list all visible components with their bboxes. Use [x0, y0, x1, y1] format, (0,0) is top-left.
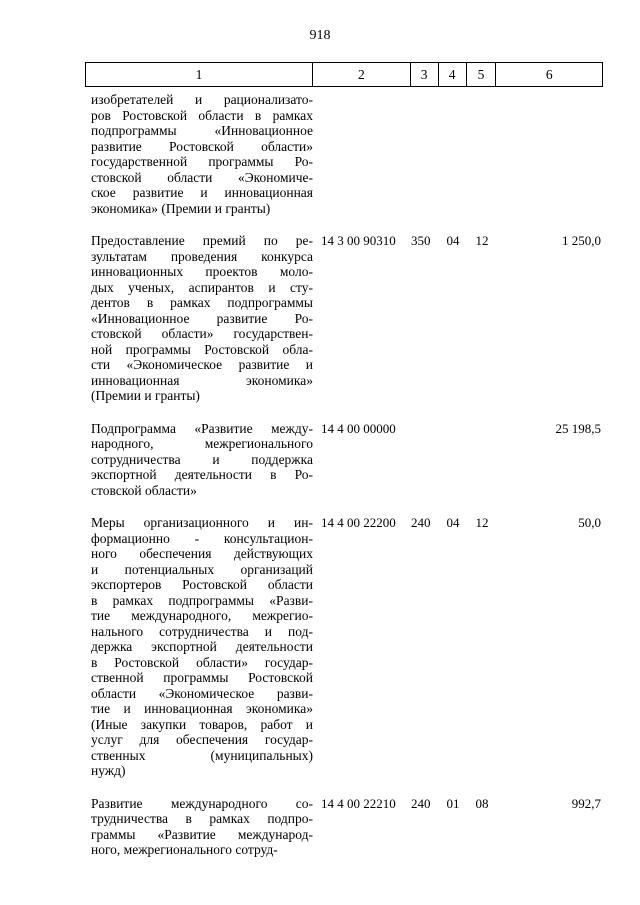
description-line: нужд): [91, 763, 126, 778]
row-expense-type: 240: [411, 515, 431, 530]
description-line: изобретателей и рационализато-: [91, 92, 313, 107]
description-line: дентов в рамках подпрограммы: [91, 295, 313, 310]
description-line: ственной программы Ростовской: [91, 670, 313, 685]
description-line: инновационных проектов моло-: [91, 264, 313, 279]
header-col-5: 5: [467, 63, 497, 86]
row-target-article: [313, 92, 411, 216]
row-gap: [85, 216, 603, 233]
description-line: и потенциальных организаций: [91, 561, 313, 577]
description-line: области «Экономическое разви-: [91, 685, 313, 701]
description-line: тие и инновационная экономика»: [91, 701, 313, 716]
row-description: [85, 515, 313, 779]
header-col-2: 2: [313, 63, 411, 86]
description-line: Меры организационного и ин-: [91, 515, 313, 530]
header-col-6: 6: [545, 66, 553, 82]
description-line: в рамках подпрограммы «Разви-: [91, 592, 313, 608]
header-col-1: 1: [86, 63, 313, 86]
row-section: [439, 421, 467, 499]
row-amount: 25 198,5: [555, 420, 601, 436]
header-col-4: 4: [439, 63, 467, 86]
description-line: тие международного, межрегио-: [91, 608, 313, 623]
row-subsection: [467, 92, 497, 216]
row-section: 04: [446, 233, 460, 248]
row-target-article: 14 3 00 90310: [321, 233, 396, 248]
description-line: ного обеспечения действующих: [91, 546, 313, 561]
page-number: 918: [309, 28, 331, 43]
description-line: трудничества в рамках подпро-: [91, 811, 313, 826]
description-line: ного, межрегионального сотруд-: [91, 842, 278, 857]
row-subsection: 12: [475, 515, 489, 530]
row-expense-type: [411, 421, 439, 499]
row-amount: [497, 92, 603, 216]
description-line: развитие Ростовской области»: [91, 138, 313, 154]
description-line: экспортеров Ростовской области: [91, 577, 313, 592]
description-line: (Иные закупки товаров, работ и: [91, 716, 313, 732]
table-body: [85, 92, 603, 858]
row-gap: [85, 498, 603, 515]
row-description: [85, 92, 313, 216]
row-amount: 50,0: [578, 515, 601, 530]
row-gap: [85, 404, 603, 421]
row-target-article: 14 4 00 00000: [321, 420, 396, 436]
header-col-3: 3: [411, 63, 439, 86]
row-description: [85, 796, 313, 858]
row-amount: 1 250,0: [562, 233, 601, 248]
row-amount: 992,7: [571, 795, 601, 811]
description-line: сотрудничества и поддержка: [91, 451, 313, 467]
row-section: 01: [446, 795, 460, 811]
row-description: [85, 233, 313, 404]
description-line: стовской области «Экономиче-: [91, 169, 313, 185]
table-row: [85, 92, 603, 216]
row-gap: [85, 779, 603, 796]
description-line: (Премии и гранты): [91, 388, 200, 403]
row-target-article: 14 4 00 22200: [321, 515, 396, 530]
description-line: народного, межрегионального: [91, 436, 313, 451]
row-subsection: 08: [475, 795, 489, 811]
row-expense-type: 240: [411, 795, 431, 811]
description-line: государственной программы Ро-: [91, 154, 313, 169]
table-row: [85, 233, 603, 404]
description-line: ственных (муниципальных): [91, 747, 313, 763]
row-subsection: [467, 421, 497, 499]
table-row: [85, 421, 603, 499]
description-line: держка экспортной деятельности: [91, 639, 313, 654]
table-header: [85, 62, 603, 87]
description-line: инновационная экономика»: [91, 372, 313, 388]
description-line: формационно - консультацион-: [91, 530, 313, 546]
description-line: нального сотрудничества и под-: [91, 623, 313, 639]
row-section: [439, 92, 467, 216]
table-row: [85, 796, 603, 858]
description-line: Развитие международного со-: [91, 795, 313, 811]
description-line: ров Ростовской области в рамках: [91, 107, 313, 123]
description-line: дых ученых, аспирантов и сту-: [91, 279, 313, 295]
description-line: стовской области» государствен-: [91, 326, 313, 341]
description-line: граммы «Развитие международ-: [91, 826, 313, 842]
description-line: в Ростовской области» государ-: [91, 654, 313, 670]
description-line: «Инновационное развитие Ро-: [91, 310, 313, 326]
description-line: Подпрограмма «Развитие между-: [91, 420, 313, 436]
description-line: сти «Экономическое развитие и: [91, 357, 313, 372]
description-line: подпрограммы «Инновационное: [91, 123, 313, 138]
description-line: экспортной деятельности в Ро-: [91, 467, 313, 482]
description-line: стовской области»: [91, 482, 197, 498]
description-line: услуг для обеспечения государ-: [91, 732, 313, 747]
description-line: ское развитие и инновационная: [91, 185, 313, 200]
description-line: экономика» (Премии и гранты): [91, 200, 271, 216]
row-expense-type: 350: [411, 233, 431, 248]
table-row: [85, 515, 603, 779]
row-section: 04: [446, 515, 460, 530]
description-line: зультатам проведения конкурса: [91, 248, 313, 264]
row-target-article: 14 4 00 22210: [321, 795, 396, 811]
row-subsection: 12: [475, 233, 489, 248]
description-line: Предоставление премий по ре-: [91, 233, 313, 248]
row-expense-type: [411, 92, 439, 216]
row-description: [85, 421, 313, 499]
description-line: ной программы Ростовской обла-: [91, 341, 313, 357]
